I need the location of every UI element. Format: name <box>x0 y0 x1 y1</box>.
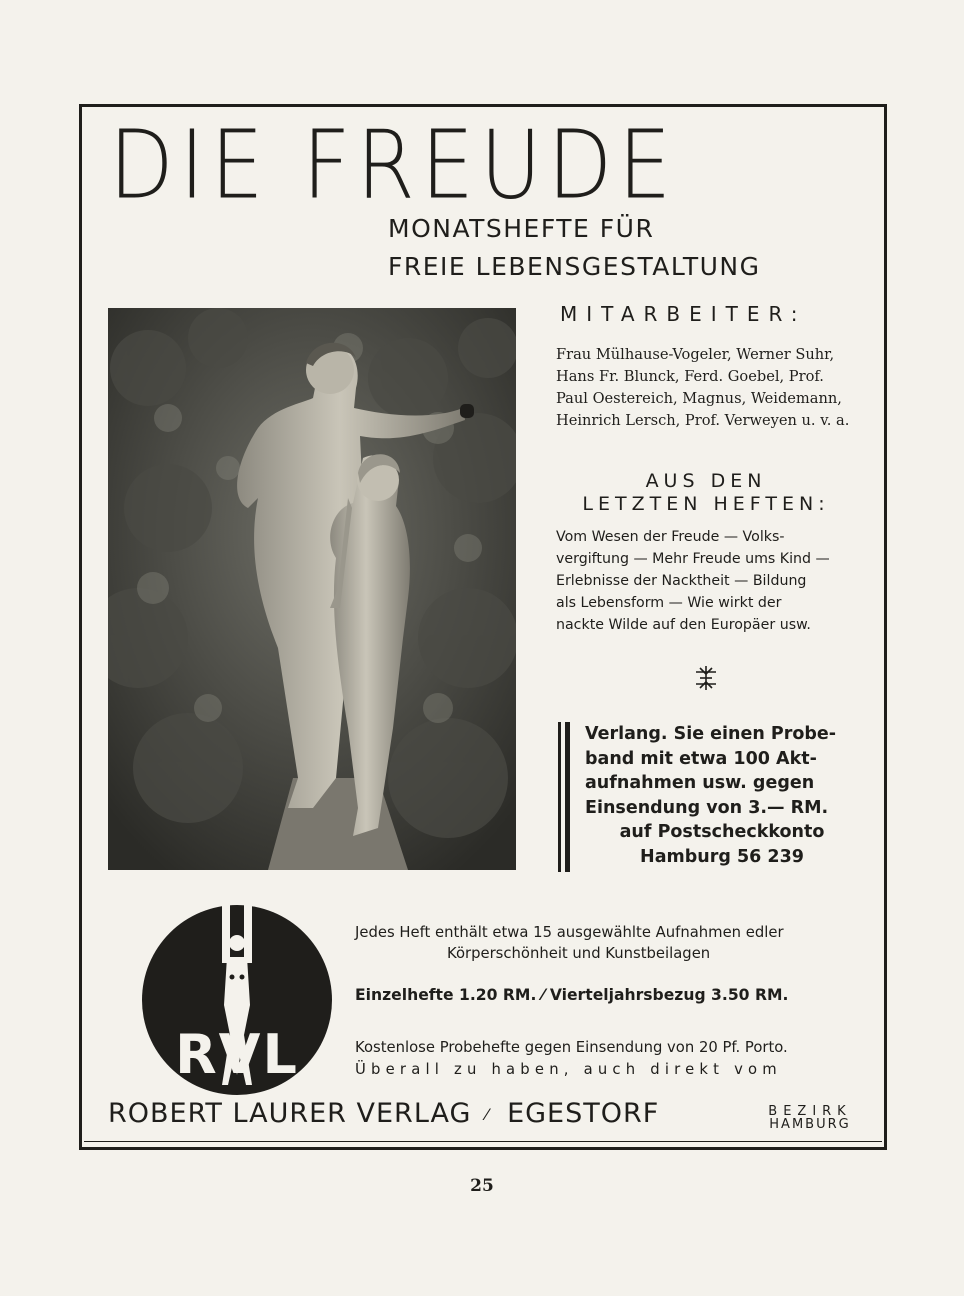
offer-line: aufnahmen usw. gegen <box>585 773 815 793</box>
offer-line: Verlang. Sie einen Probe- <box>585 724 837 744</box>
publisher-district <box>762 1105 858 1131</box>
publisher-separator: ⁄ <box>485 1104 490 1124</box>
page-title: DIE FREUDE <box>109 110 678 220</box>
bottom-rule <box>84 1141 882 1142</box>
publisher-name: ROBERT LAURER VERLAG <box>108 1098 472 1129</box>
issue-description <box>355 922 830 964</box>
offer-rule-thin <box>558 722 561 872</box>
logo-letters: RVL <box>175 1023 299 1086</box>
recent-issues-line: Erlebnisse der Nacktheit — Bildung <box>556 573 807 589</box>
publisher-place: EGESTORF <box>507 1098 660 1129</box>
contributors-line: Hans Fr. Blunck, Ferd. Goebel, Prof. <box>556 368 824 385</box>
offer-line: band mit etwa 100 Akt- <box>585 748 817 769</box>
issue-description-line: Jedes Heft enthält etwa 15 ausgewählte Aufnahmen edler <box>355 924 784 941</box>
recent-issues-line: Vom Wesen der Freude — Volks- <box>556 529 785 545</box>
availability-line: Überall zu haben, auch direkt vom <box>355 1061 782 1078</box>
recent-issues-heading-line-2: LETZTEN HEFTEN: <box>582 493 830 515</box>
district-line-1: BEZIRK <box>768 1104 852 1119</box>
recent-issues-line: vergiftung — Mehr Freude ums Kind — <box>556 551 830 567</box>
contributors-heading: MITARBEITER: <box>560 302 807 326</box>
publisher-line <box>108 1100 659 1127</box>
sample-notice <box>355 1037 830 1081</box>
contributors-list <box>556 344 856 432</box>
publisher-logo-icon <box>138 895 336 1095</box>
district-line-2: HAMBURG <box>769 1117 851 1132</box>
photograph-image <box>108 308 516 870</box>
subtitle-line-1: MONATSHEFTE FÜR <box>388 214 655 243</box>
offer-account-line: Hamburg 56 239 <box>640 846 804 867</box>
recent-issues-line: nackte Wilde auf den Europäer usw. <box>556 617 811 633</box>
offer-box <box>585 722 859 869</box>
recent-issues-heading <box>556 470 856 516</box>
offer-line: Einsendung von 3.— RM. <box>585 797 829 818</box>
recent-issues-list <box>556 526 856 636</box>
offer-account-line: auf Postscheckkonto <box>619 822 825 842</box>
photograph <box>108 308 516 870</box>
offer-rule-thick <box>565 722 570 872</box>
sample-line: Kostenlose Probehefte gegen Einsendung von 20 Pf. Porto. <box>355 1039 788 1056</box>
contributors-line: Frau Mülhause-Vogeler, Werner Suhr, <box>556 346 835 363</box>
contributors-line: Paul Oestereich, Magnus, Weidemann, <box>556 390 842 407</box>
subtitle-line-2: FREIE LEBENSGESTALTUNG <box>388 252 761 281</box>
recent-issues-heading-line-1: AUS DEN <box>645 470 767 492</box>
issue-description-line: Körperschönheit und Kunstbeilagen <box>447 945 711 962</box>
ornament-icon <box>692 664 720 692</box>
recent-issues-line: als Lebensform — Wie wirkt der <box>556 595 782 611</box>
contributors-line: Heinrich Lersch, Prof. Verweyen u. v. a. <box>556 412 850 429</box>
price-line: Einzelhefte 1.20 RM. ⁄ Vierteljahrsbezug 3.50 RM. <box>355 986 789 1004</box>
page-number: 25 <box>470 1176 494 1196</box>
